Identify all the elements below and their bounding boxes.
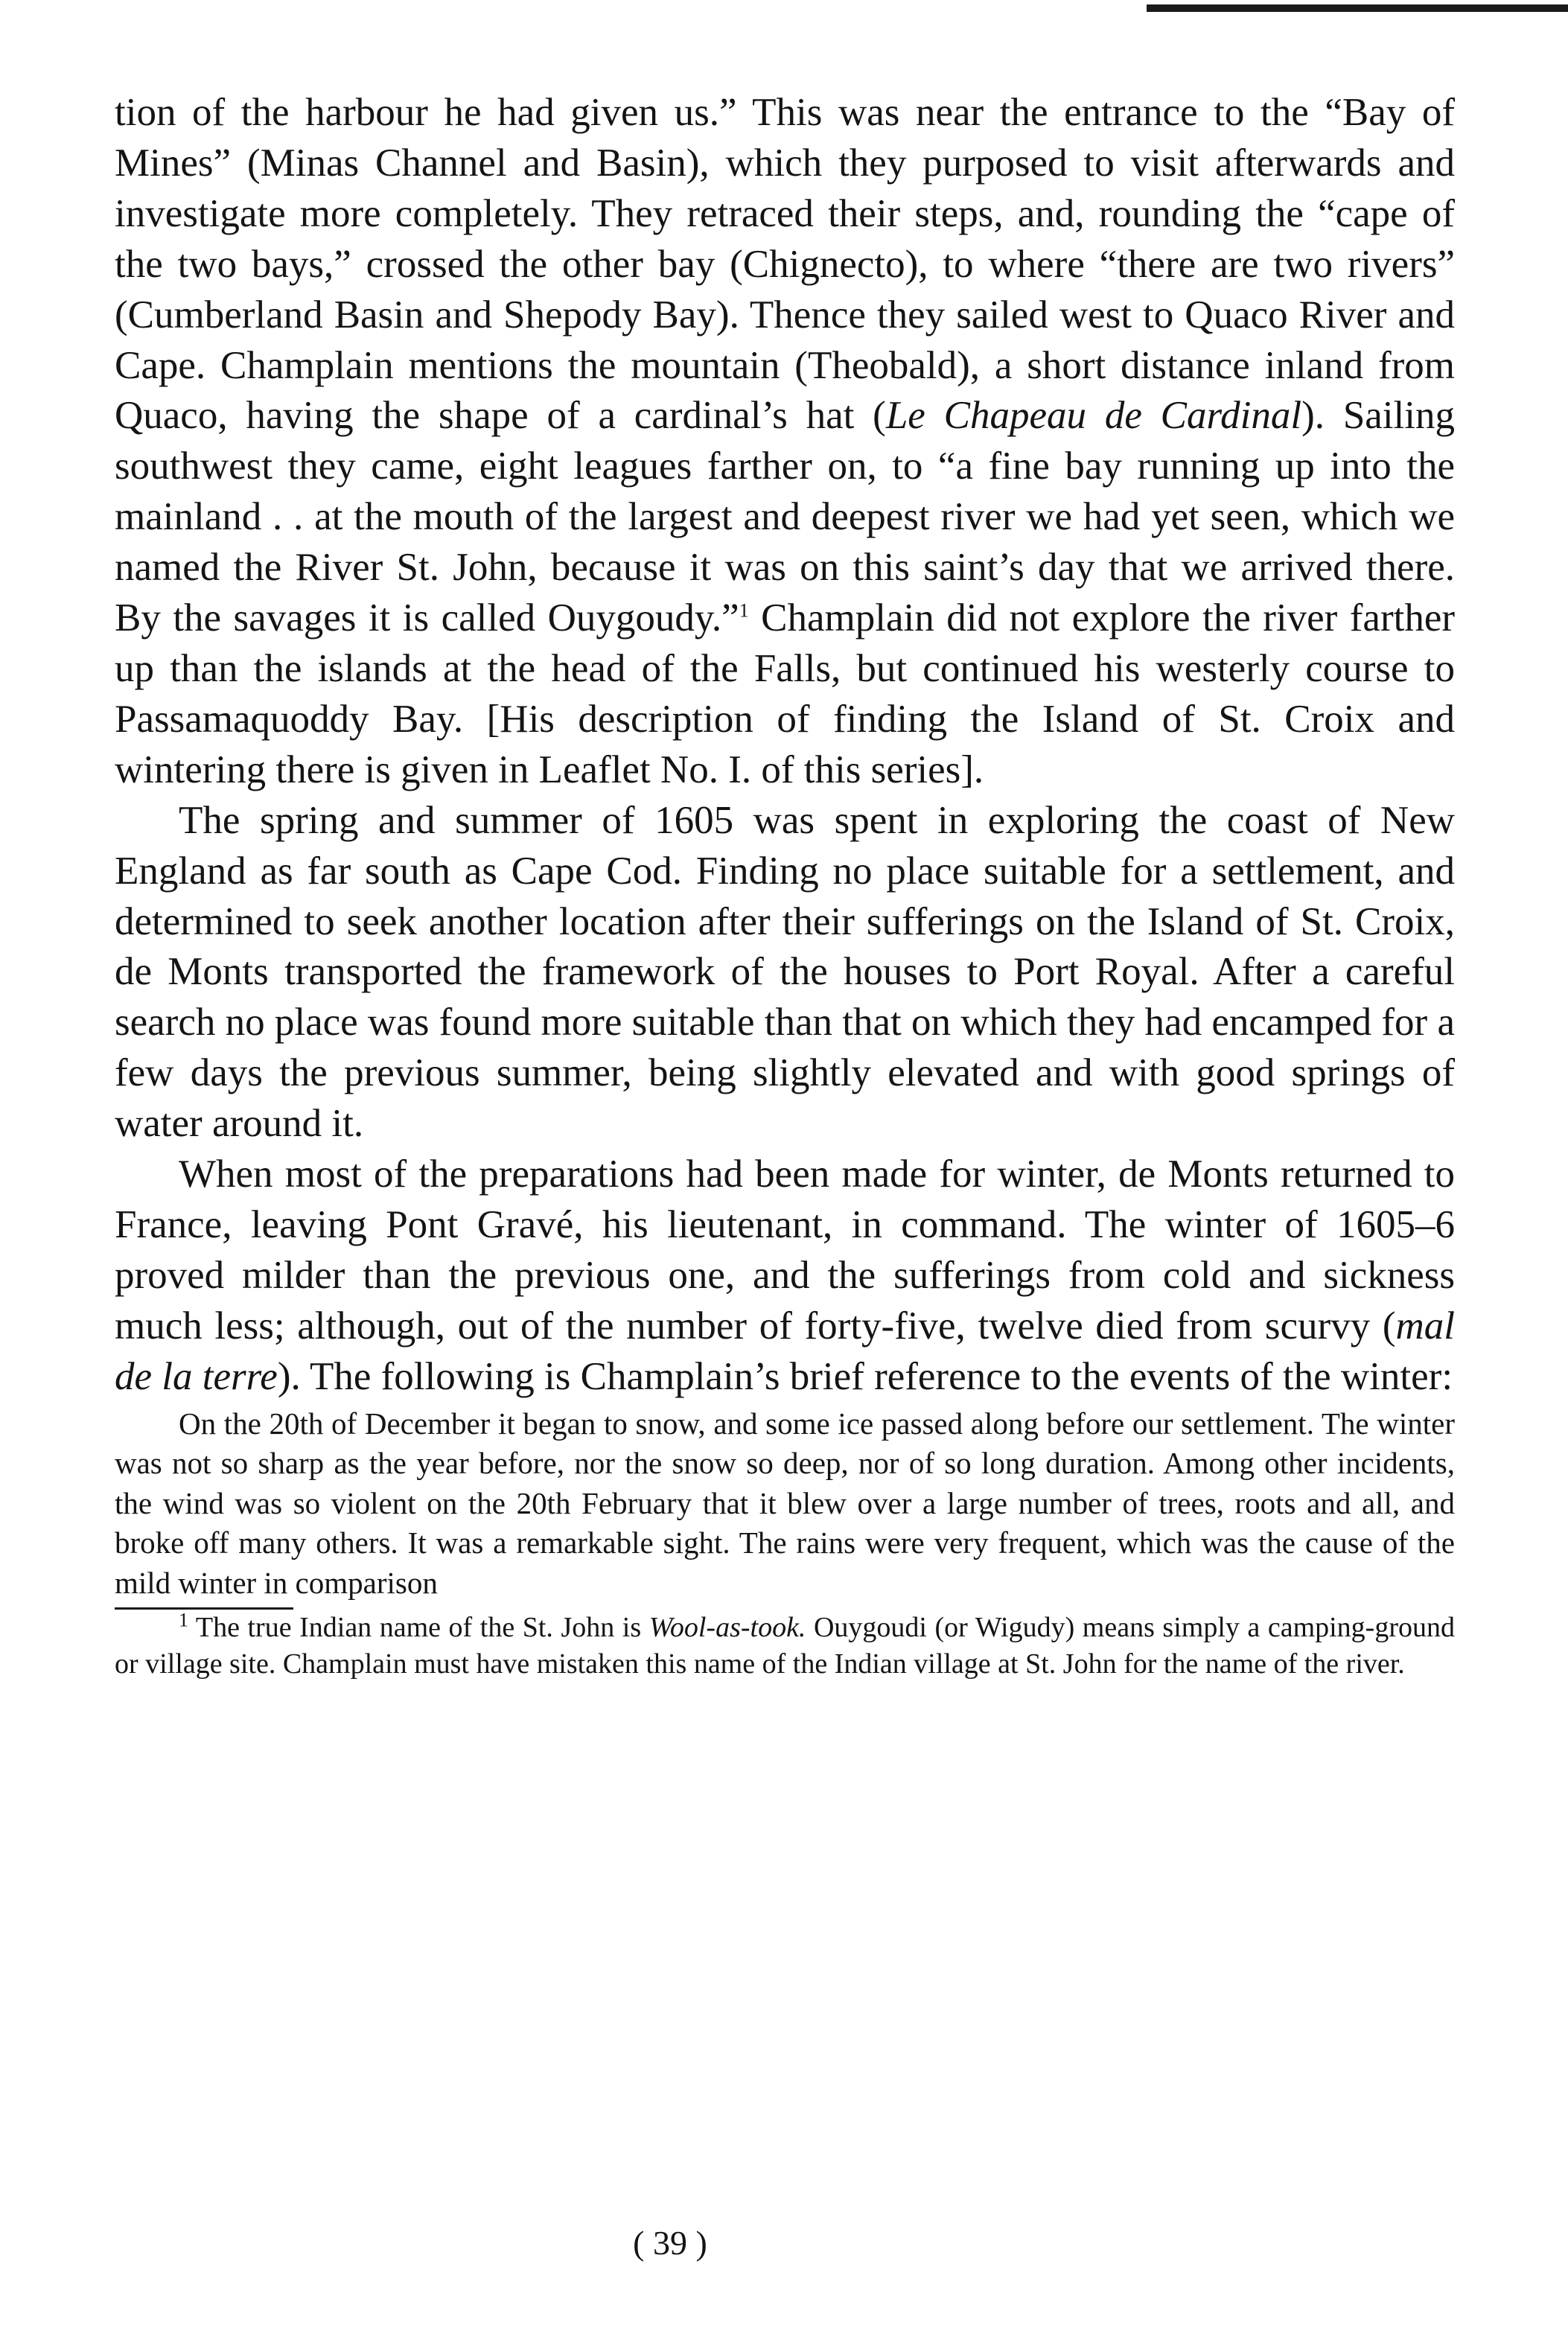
footnote-marker: 1: [739, 599, 749, 622]
footnotes: [115, 1610, 1455, 1683]
paragraph-2: The spring and summer of 1605 was spent in exploring the coast of New England as far south as Cape Cod. Finding no place suitable for a settlement, and determined to seek another location after their sufferings on the Island of St. Croix, de Monts transported the framework of the houses to Port Royal. After a careful search no place was found more suitable than that on which they had encamped for a few days the previous summer, being slightly elevated and with good springs of water around it.: [115, 798, 1455, 1146]
page-number: ( 39 ): [633, 2224, 707, 2262]
block-quote: On the 20th of December it began to snow, and some ice passed along before our settlement. The winter was not so sharp as the year before, nor the snow so deep, nor of so long duration. Among other incidents, the wind was so violent on the 20th February that it blew over a large number of trees, roots and all, and broke off many others. It was a remarkable sight. The rains were very frequent, which was the cause of the mild winter in comparison: [115, 1406, 1455, 1600]
body-text: [115, 88, 1455, 1403]
page-content: [115, 88, 1455, 1683]
paragraph-1: tion of the harbour he had given us.” This was near the entrance to the “Bay of Mines” (Minas Channel and Basin), which they purposed to visit afterwards and investigate more completely. They retraced their steps, and, rounding the “cape of the two bays,” crossed the other bay (Chignecto), to where “there are two rivers” (Cumberland Basin and Shepody Bay). Thence they sailed west to Quaco River and Cape. Champlain mentions the mountain (Theobald), a short distance inland from Quaco, having the shape of a cardinal’s hat (Le Chapeau de Cardinal). Sailing southwest they came, eight leagues farther on, to “a fine bay running up into the mainland . . at the mouth of the largest and deepest river we had yet seen, which we named the River St. John, because it was on this saint’s day that we arrived there. By the savages it is called Ouygoudy.”$^1$ Champlain did not explore the river farther up than the islands at the head of the Falls, but continued his westerly course to Passamaquoddy Bay. [His description of finding the Island of St. Croix and wintering there is given in Leaflet No. I. of this series].: [115, 91, 1456, 791]
paragraph-3: When most of the preparations had been made for winter, de Monts returned to France, leaving Pont Gravé, his lieutenant, in command. The winter of 1605–6 proved milder than the previous one, and the sufferings from cold and sickness much less; although, out of the number of forty-five, twelve died from scurvy (mal de la terre). The following is Champlain’s brief reference to the events of the winter:: [115, 1152, 1455, 1398]
footnote-1: $^1$ The true Indian name of the St. John is Wool-as-took. Ouygoudi (or Wigudy) means simply a camping-ground or village site. Champlain must have mistaken this name of the Indian village at St. John for the name of the river.: [115, 1609, 1455, 1680]
top-rule: [1147, 4, 1568, 12]
